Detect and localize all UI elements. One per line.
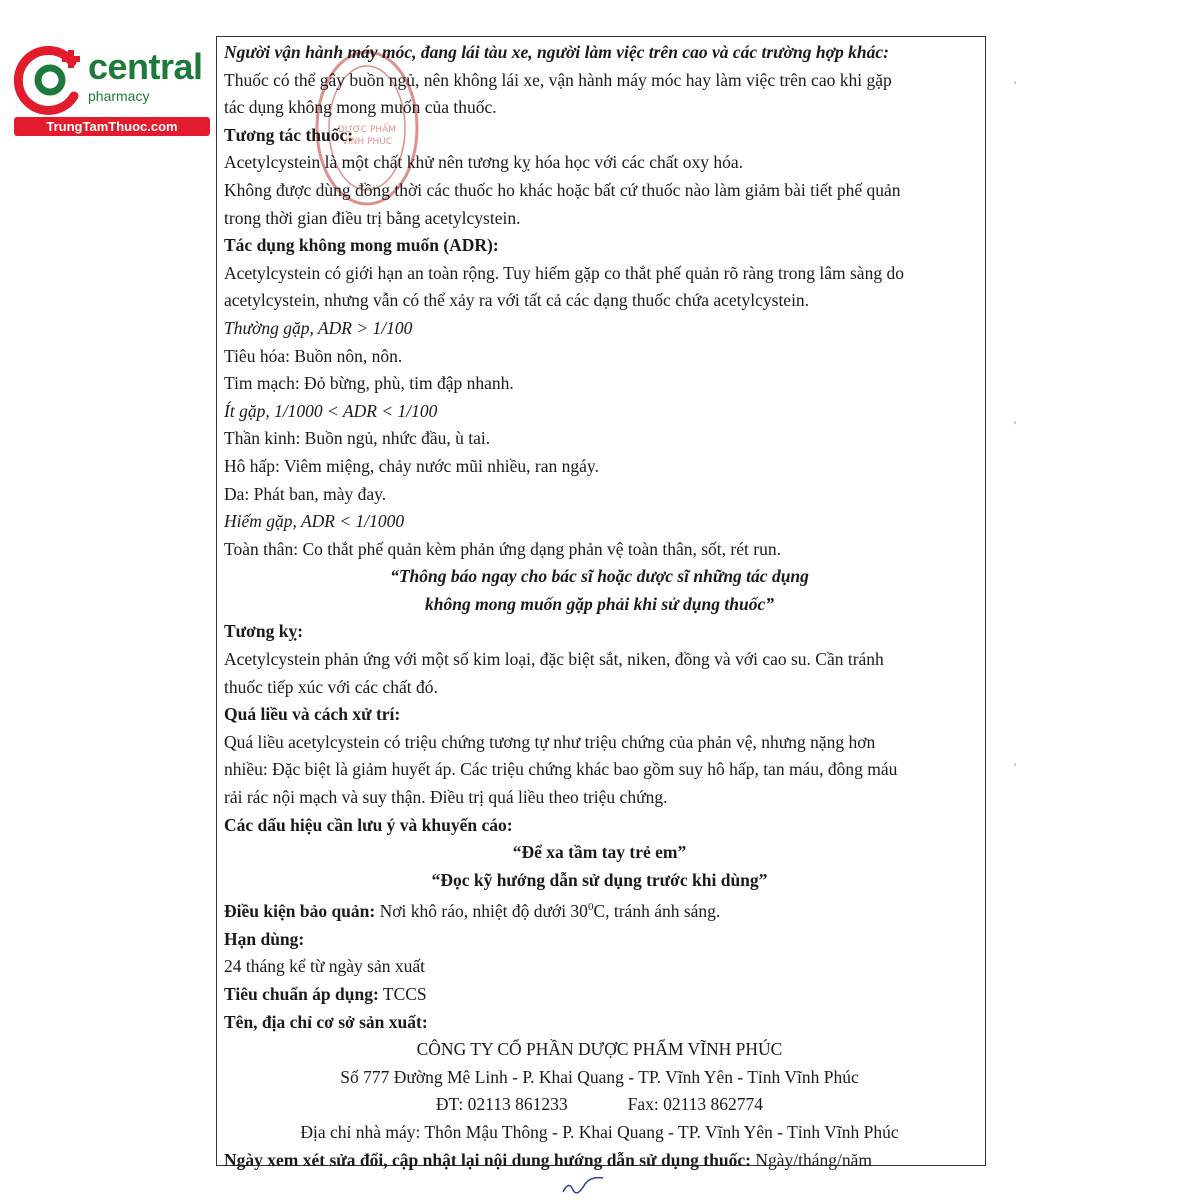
storage-label: Điều kiện bảo quản:	[224, 901, 376, 922]
standard-line	[224, 981, 975, 1009]
text-line: Acetylcystein phản ứng với một số kim loại, đặc biệt sắt, niken, đồng và với cao su. Cần tránh	[224, 649, 884, 670]
standard-label: Tiêu chuẩn áp dụng:	[224, 984, 379, 1005]
text-line: Toàn thân: Co thắt phế quản kèm phản ứng dạng phản vệ toàn thân, sốt, rét run.	[224, 538, 781, 559]
section-heading: Hạn dùng:	[224, 928, 305, 949]
page-mark: '	[1014, 418, 1017, 432]
section-heading: Người vận hành máy móc, đang lái tàu xe, người làm việc trên cao và các trường hợp khác:	[224, 42, 889, 62]
storage-value: Nơi khô ráo, nhiệt độ dưới 30	[379, 901, 588, 922]
text-line: Tiêu hóa: Buồn nôn, nôn.	[224, 345, 403, 366]
company-name: CÔNG TY CỔ PHẦN DƯỢC PHẨM VĨNH PHÚC	[416, 1039, 783, 1060]
company-address: Số 777 Đường Mê Linh - P. Khai Quang - TP. Vĩnh Yên - Tỉnh Vĩnh Phúc	[340, 1066, 859, 1087]
text-line: tác dụng không mong muốn của thuốc.	[224, 97, 497, 118]
page-mark: '	[1014, 760, 1017, 774]
storage-degree: 0	[587, 901, 594, 914]
frequency-heading: Ít gặp, 1/1000 < ADR < 1/100	[224, 400, 438, 421]
text-line: Da: Phát ban, mày đay.	[224, 483, 387, 504]
notice-line: không mong muốn gặp phải khi sử dụng thuốc”	[425, 593, 774, 614]
text-line: trong thời gian điều trị bằng acetylcystein.	[224, 207, 521, 228]
logo-name: central	[88, 46, 203, 87]
notice-line: “Thông báo ngay cho bác sĩ hoặc dược sĩ những tác dụng	[390, 566, 809, 587]
text-line: Acetylcystein có giới hạn an toàn rộng. Tuy hiếm gặp co thắt phế quản rõ ràng trong lâm sàng do	[224, 262, 904, 283]
standard-value: TCCS	[382, 984, 427, 1005]
section-heading: Quá liều và cách xử trí:	[224, 704, 401, 725]
text-line: Thuốc có thể gây buồn ngủ, nên không lái xe, vận hành máy móc hay làm việc trên cao khi gặp	[224, 69, 892, 90]
text-line: thuốc tiếp xúc với các chất đó.	[224, 676, 438, 697]
text-line: Acetylcystein là một chất khử nên tương kỵ hóa học với các chất oxy hóa.	[224, 152, 744, 173]
section-heading: Các dấu hiệu cần lưu ý và khuyến cáo:	[224, 814, 513, 835]
revision-line	[224, 1147, 975, 1175]
text-line: nhiều: Đặc biệt là giảm huyết áp. Các triệu chứng khác bao gồm suy hô hấp, tan máu, đông máu	[224, 759, 898, 780]
storage-value-end: C, tránh ánh sáng.	[593, 901, 721, 922]
text-line: Thần kinh: Buồn ngủ, nhức đầu, ù tai.	[224, 428, 491, 449]
storage-line	[224, 894, 975, 925]
phone-number: ĐT: 02113 861233	[435, 1094, 568, 1115]
revision-label: Ngày xem xét sửa đổi, cập nhật lại nội dung hướng dẫn sử dụng thuốc:	[224, 1149, 751, 1170]
text-line: acetylcystein, nhưng vẫn có thể xảy ra với tất cả các dạng thuốc chứa acetylcystein.	[224, 290, 810, 311]
svg-text:DƯỢC PHẨM: DƯỢC PHẨM	[337, 125, 397, 135]
section-heading: Tương tác thuốc:	[224, 124, 354, 145]
warning-line: “Để xa tầm tay trẻ em”	[512, 842, 687, 863]
logo-subtitle: pharmacy	[88, 88, 150, 104]
text-line: Không được dùng đồng thời các thuốc ho khác hoặc bất cứ thuốc nào làm giảm bài tiết phế quản	[224, 179, 901, 200]
frequency-heading: Hiếm gặp, ADR < 1/1000	[224, 511, 405, 532]
frequency-heading: Thường gặp, ADR > 1/100	[224, 317, 413, 338]
page-mark: '	[1014, 78, 1017, 92]
text-line: rải rác nội mạch và suy thận. Điều trị quá liều theo triệu chứng.	[224, 787, 668, 808]
fax-number: Fax: 02113 862774	[627, 1094, 764, 1115]
leaflet-page	[216, 36, 986, 1170]
text-line: Tim mạch: Đỏ bừng, phù, tim đập nhanh.	[224, 373, 514, 394]
warning-line: “Đọc kỹ hướng dẫn sử dụng trước khi dùng”	[431, 869, 768, 890]
section-heading: Tác dụng không mong muốn (ADR):	[224, 235, 499, 256]
signature-mark	[555, 1172, 615, 1200]
text-line: Quá liều acetylcystein có triệu chứng tương tự như triệu chứng của phản vệ, nhưng nặng hơn	[224, 731, 876, 752]
logo-banner: TrungTamThuoc.com	[14, 117, 210, 136]
section-heading: Tên, địa chỉ cơ sở sản xuất:	[224, 1011, 428, 1032]
text-line: 24 tháng kể từ ngày sản xuất	[224, 956, 425, 977]
svg-text:VĨNH PHÚC: VĨNH PHÚC	[341, 137, 393, 147]
company-contact	[224, 1091, 975, 1119]
revision-value: Ngày/tháng/năm	[755, 1149, 872, 1170]
section-heading: Tương kỵ:	[224, 621, 304, 642]
factory-address: Địa chỉ nhà máy: Thôn Mậu Thông - P. Khai Quang - TP. Vĩnh Yên - Tỉnh Vĩnh Phúc	[300, 1121, 899, 1142]
pharmacy-cross-icon	[12, 40, 92, 120]
text-line: Hô hấp: Viêm miệng, chảy nước mũi nhiều, ran ngáy.	[224, 455, 599, 476]
